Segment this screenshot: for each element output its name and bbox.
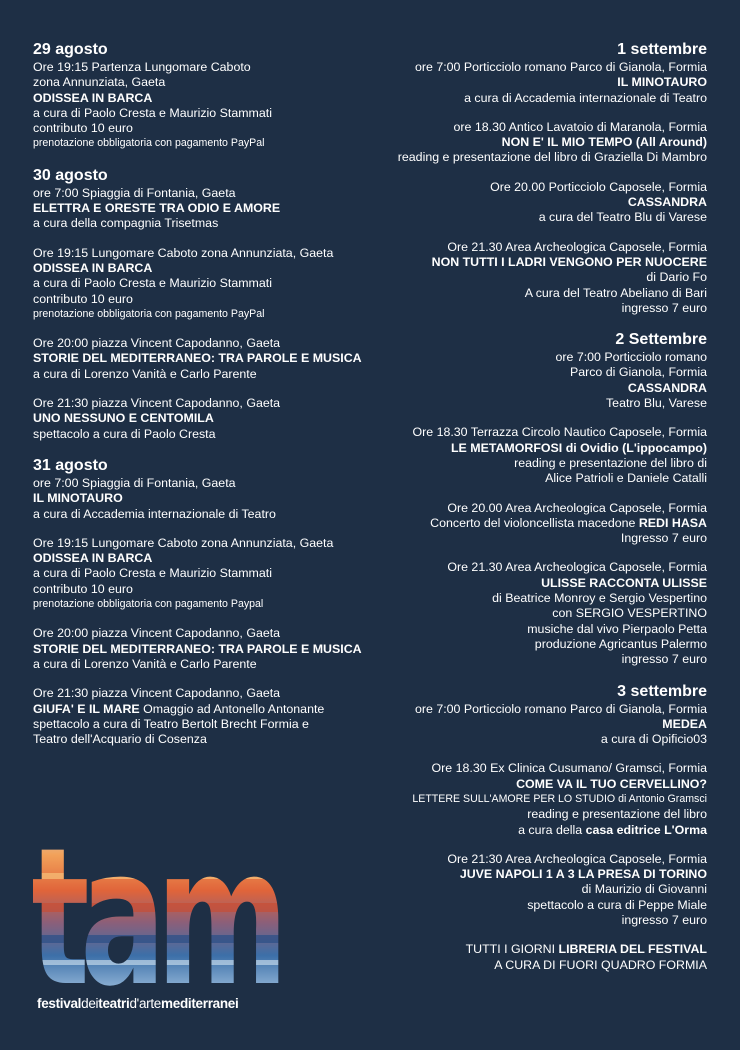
event-line: a cura della compagnia Trisetmas: [33, 216, 219, 231]
event-title: JUVE NAPOLI 1 A 3 LA PRESA DI TORINO: [459, 867, 707, 882]
event-line: Ore 20:00 piazza Vincent Capodanno, Gaeta: [33, 336, 281, 351]
event-line: reading e presentazione del libro: [527, 807, 707, 822]
event-title: MEDEA: [662, 716, 707, 731]
event-line: a cura di Lorenzo Vanità e Carlo Parente: [33, 366, 257, 381]
event-line: Teatro Blu, Varese: [605, 396, 707, 411]
festival-tagline: [37, 996, 238, 1011]
event-entry: [33, 396, 383, 442]
event-entry: [347, 761, 707, 837]
event-entry: [347, 120, 707, 166]
event-line: Ore 18.30 Terrazza Circolo Nautico Caposele, Formia: [412, 425, 707, 440]
day-date: 30 agosto: [33, 166, 108, 184]
event-entry: [33, 60, 383, 152]
tagline-part: mediterranei: [161, 996, 239, 1011]
tagline-part: festival: [37, 996, 82, 1011]
event-line: ore 7:00 Spiaggia di Fontania, Gaeta: [33, 475, 236, 490]
event-entry: [347, 560, 707, 667]
event-line: contributo 10 euro: [33, 121, 133, 136]
event-line: Parco di Gianola, Formia: [569, 365, 707, 380]
footer-highlight: LIBRERIA DEL FESTIVAL: [558, 942, 707, 957]
tagline-part: dei: [81, 996, 99, 1011]
tam-logo-image: [33, 815, 293, 995]
event-entry: [347, 240, 707, 316]
event-line: Ore 20:00 piazza Vincent Capodanno, Gaeta: [33, 626, 281, 641]
event-title: STORIE DEL MEDITERRANEO: TRA PAROLE E MUSICA: [33, 641, 362, 656]
event-line: Ore 20.00 Porticciolo Caposele, Formia: [490, 179, 707, 194]
day-date: 1 settembre: [617, 41, 707, 58]
event-line: ingresso 7 euro: [621, 652, 707, 667]
event-title: NON TUTTI I LADRI VENGONO PER NUOCERE: [431, 254, 707, 269]
event-title: IL MINOTAURO: [617, 75, 707, 90]
day-date: 29 agosto: [33, 41, 108, 58]
program-day: [347, 330, 707, 667]
footer-line: A CURA DI FUORI QUADRO FORMIA: [494, 957, 707, 972]
event-title: CASSANDRA: [627, 380, 707, 395]
event-entry: [33, 246, 383, 322]
event-line: contributo 10 euro: [33, 291, 133, 306]
event-title: NON E' IL MIO TEMPO (All Around): [501, 135, 707, 150]
event-title: STORIE DEL MEDITERRANEO: TRA PAROLE E MUSICA: [33, 351, 362, 366]
program-day: [33, 456, 383, 747]
event-title: ELETTRA E ORESTE TRA ODIO E AMORE: [33, 201, 281, 216]
event-line: Ore 21:30 Area Archeologica Caposele, Formia: [447, 851, 707, 866]
event-title: ODISSEA IN BARCA: [33, 260, 153, 275]
event-line: A cura del Teatro Abeliano di Bari: [524, 285, 707, 300]
event-entry: [33, 626, 383, 672]
event-line: di Maurizio di Giovanni: [581, 882, 707, 897]
event-line: Ore 19:15 Lungomare Caboto zona Annunziata, Gaeta: [33, 535, 334, 550]
event-title: GIUFA' E IL MARE: [33, 701, 140, 716]
event-line: ore 7:00 Spiaggia di Fontania, Gaeta: [33, 185, 236, 200]
event-line: ore 7:00 Porticciolo romano Parco di Gianola, Formia: [414, 60, 707, 74]
event-line: reading e presentazione del libro di: [514, 455, 707, 470]
event-line: [33, 702, 383, 717]
event-line: a cura di Paolo Cresta e Maurizio Stammati: [33, 276, 272, 291]
event-line: a cura di Paolo Cresta e Maurizio Stammati: [33, 566, 272, 581]
event-title: casa editrice L'Orma: [585, 822, 707, 837]
event-title: CASSANDRA: [627, 195, 707, 210]
event-line: Ore 21.30 Area Archeologica Caposele, Formia: [447, 560, 707, 575]
event-line: Ingresso 7 euro: [620, 531, 707, 546]
event-line: a cura di Accademia internazionale di Teatro: [33, 506, 276, 521]
footer-note: [347, 942, 707, 973]
event-title: ODISSEA IN BARCA: [33, 551, 153, 566]
event-line: con SERGIO VESPERTINO: [552, 606, 707, 621]
event-line: a cura di Accademia internazionale di Teatro: [464, 90, 707, 105]
program-right-column: [347, 40, 707, 973]
event-line: di Dario Fo: [646, 270, 707, 285]
event-text: a cura della: [518, 822, 586, 837]
event-line: Ore 21:30 piazza Vincent Capodanno, Gaeta: [33, 396, 281, 411]
event-line: Alice Patrioli e Daniele Catalli: [545, 471, 707, 486]
event-line: zona Annunziata, Gaeta: [33, 75, 166, 90]
event-title: IL MINOTAURO: [33, 491, 123, 506]
event-line: a cura del Teatro Blu di Varese: [538, 210, 707, 225]
event-entry: [33, 336, 383, 382]
event-entry: [33, 686, 383, 747]
event-line: Ore 19:15 Lungomare Caboto zona Annunziata, Gaeta: [33, 245, 334, 260]
event-title: ODISSEA IN BARCA: [33, 90, 153, 105]
event-line: prenotazione obbligatoria con pagamento PayPal: [33, 307, 265, 320]
day-date: 3 settembre: [617, 682, 707, 700]
event-line: ingresso 7 euro: [621, 300, 707, 315]
event-text: Omaggio ad Antonello Antonante: [139, 701, 325, 716]
event-entry: [347, 702, 707, 748]
event-line: ore 7:00 Porticciolo romano: [555, 350, 707, 365]
event-line: produzione Agricantus Palermo: [534, 636, 707, 651]
event-entry: [347, 852, 707, 928]
footer-line: [347, 942, 707, 957]
event-entry: [33, 476, 383, 522]
event-entry: [347, 180, 707, 226]
event-line: ingresso 7 euro: [621, 913, 707, 928]
event-line: reading e presentazione del libro di Graziella Di Mambro: [397, 150, 707, 165]
event-line: [347, 823, 707, 838]
event-line: Ore 20.00 Area Archeologica Caposele, Formia: [447, 500, 707, 515]
event-line: Teatro dell'Acquario di Cosenza: [33, 732, 207, 747]
event-entry: [33, 186, 383, 232]
event-line: Ore 21:30 piazza Vincent Capodanno, Gaeta: [33, 686, 281, 701]
tagline-part: teatri: [98, 996, 130, 1011]
event-entry: [347, 501, 707, 547]
program-day: [33, 40, 383, 152]
event-entry: [347, 350, 707, 411]
event-line: ore 7:00 Porticciolo romano Parco di Gianola, Formia: [414, 701, 707, 716]
event-title: ULISSE RACCONTA ULISSE: [541, 575, 707, 590]
event-line: spettacolo a cura di Peppe Miale: [527, 897, 707, 912]
event-line: a cura di Paolo Cresta e Maurizio Stammati: [33, 105, 272, 120]
event-line: prenotazione obbligatoria con pagamento Paypal: [33, 598, 264, 611]
event-title: COME VA IL TUO CERVELLINO?: [516, 776, 707, 791]
event-line: ore 18.30 Antico Lavatoio di Maranola, Formia: [453, 119, 707, 134]
event-line: Ore 18.30 Ex Clinica Cusumano/ Gramsci, Formia: [431, 761, 707, 776]
event-line: contributo 10 euro: [33, 581, 133, 596]
footer-text: TUTTI I GIORNI: [465, 942, 559, 957]
event-line: spettacolo a cura di Paolo Cresta: [33, 426, 216, 441]
event-line: Ore 21.30 Area Archeologica Caposele, Formia: [447, 239, 707, 254]
event-title: UNO NESSUNO E CENTOMILA: [33, 411, 214, 426]
tagline-part: d'arte: [129, 996, 162, 1011]
program-day: [347, 682, 707, 929]
event-text: Concerto del violoncellista macedone: [430, 515, 639, 530]
event-line: prenotazione obbligatoria con pagamento PayPal: [33, 137, 265, 150]
event-line: spettacolo a cura di Teatro Bertolt Brecht Formia e: [33, 716, 309, 731]
day-date: 2 Settembre: [615, 331, 707, 349]
day-date: 31 agosto: [33, 456, 108, 474]
event-line: a cura di Opificio03: [600, 732, 707, 747]
event-line: a cura di Lorenzo Vanità e Carlo Parente: [33, 656, 257, 671]
program-day: [347, 40, 707, 316]
event-line: LETTERE SULL'AMORE PER LO STUDIO di Antonio Gramsci: [412, 792, 707, 805]
program-left-column: [33, 40, 383, 761]
program-day: [33, 166, 383, 442]
event-line: musiche dal vivo Pierpaolo Petta: [527, 621, 707, 636]
event-line: Ore 19:15 Partenza Lungomare Caboto: [33, 60, 251, 74]
event-entry: [347, 60, 707, 106]
event-line: [347, 516, 707, 531]
event-entry: [33, 536, 383, 612]
event-title: REDI HASA: [638, 515, 707, 530]
event-entry: [347, 425, 707, 486]
event-title: LE METAMORFOSI di Ovidio (L'ippocampo): [450, 440, 707, 455]
tam-logo: [33, 815, 293, 1015]
event-line: di Beatrice Monroy e Sergio Vespertino: [492, 591, 707, 606]
